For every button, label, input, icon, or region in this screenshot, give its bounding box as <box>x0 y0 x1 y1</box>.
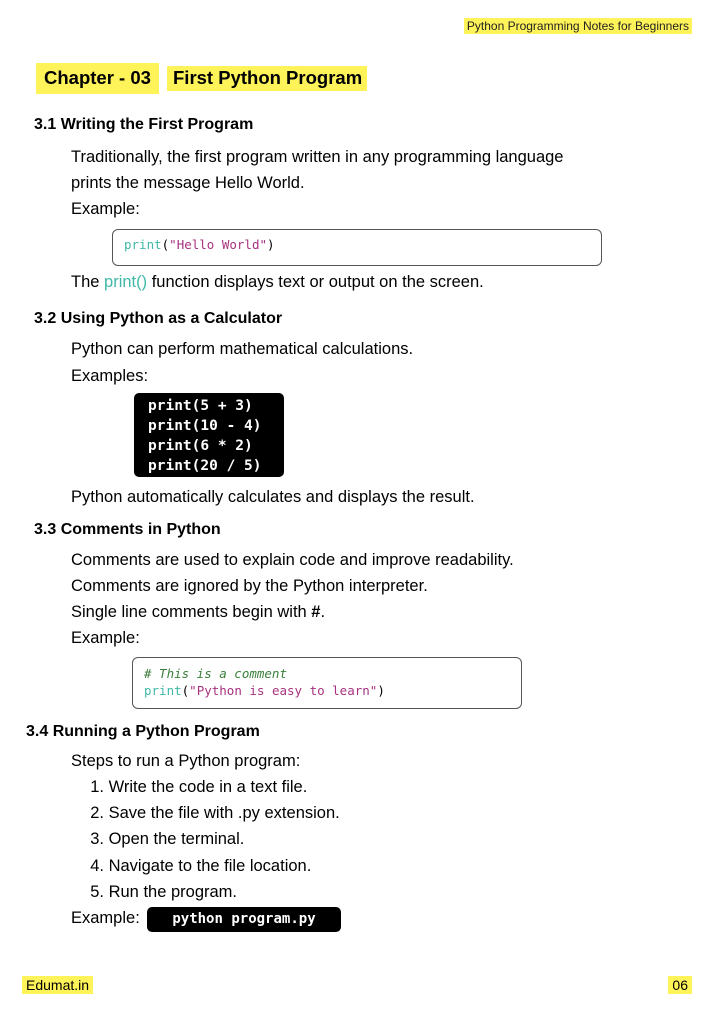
step-text: Open the terminal. <box>108 830 245 849</box>
s3-line3 <box>71 599 325 625</box>
code-paren-close: ) <box>377 683 385 698</box>
list-item <box>86 826 340 852</box>
s1-line2: prints the message Hello World. <box>71 174 305 192</box>
code-print-line <box>144 682 521 699</box>
code-block-comment <box>132 657 522 709</box>
step-text: Run the program. <box>108 882 237 901</box>
code-paren-open: ( <box>181 683 190 698</box>
section-heading-3-3: 3.3 Comments in Python <box>34 521 221 538</box>
page-number: 06 <box>668 976 692 994</box>
s2-result: Python automatically calculates and displays the result. <box>71 488 475 506</box>
step-number: 1. <box>90 778 104 796</box>
code-line: print(5 + 3) <box>148 398 253 414</box>
list-item <box>86 774 340 800</box>
s3-line1: Comments are used to explain code and improve readability. <box>71 551 514 569</box>
code-block-hello-world <box>112 229 602 266</box>
code-line: print(6 * 2) <box>148 438 253 454</box>
code-line: print(10 - 4) <box>148 418 262 434</box>
step-number: 5. <box>90 882 104 901</box>
section-heading-3-2: 3.2 Using Python as a Calculator <box>34 310 283 327</box>
list-item <box>86 800 340 826</box>
s1-after-post: function displays text or output on the screen. <box>147 273 484 291</box>
s4-intro: Steps to run a Python program: <box>71 752 301 770</box>
print-function-highlight: print() <box>104 273 148 291</box>
chapter-label: Chapter - 03 <box>36 63 159 94</box>
s3-example-label: Example: <box>71 629 140 647</box>
s1-line1: Traditionally, the first program written in any programming language <box>71 148 564 166</box>
s3-line2: Comments are ignored by the Python interpreter. <box>71 577 428 595</box>
hash-symbol: # <box>311 603 321 621</box>
s4-example-label: Example: <box>71 909 140 927</box>
s3-line3-pre: Single line comments begin with <box>71 603 312 621</box>
step-number: 3. <box>90 830 104 849</box>
code-line: print(20 / 5) <box>148 458 262 474</box>
list-item <box>86 853 340 879</box>
code-paren-close: ) <box>267 237 275 252</box>
code-function: print <box>124 237 162 252</box>
code-function: print <box>144 683 182 698</box>
code-comment-line: # This is a comment <box>144 666 287 681</box>
step-number: 4. <box>90 856 104 875</box>
step-number: 2. <box>90 804 104 823</box>
step-text: Write the code in a text file. <box>108 778 308 796</box>
terminal-command: python program.py <box>147 907 341 932</box>
s1-print-description <box>71 269 484 295</box>
footer-site: Edumat.in <box>22 976 93 994</box>
s1-example-label: Example: <box>71 200 140 218</box>
code-string: "Python is easy to learn" <box>189 683 378 698</box>
s3-line3-post: . <box>320 603 326 621</box>
section-heading-3-1: 3.1 Writing the First Program <box>34 116 254 133</box>
code-string: "Hello World" <box>169 237 268 252</box>
step-text: Save the file with .py extension. <box>108 804 340 823</box>
s1-after-pre: The <box>71 273 105 291</box>
step-text: Navigate to the file location. <box>108 856 312 875</box>
steps-list <box>86 774 340 905</box>
s2-examples-label: Examples: <box>71 367 149 385</box>
list-item <box>86 879 340 905</box>
header-note: Python Programming Notes for Beginners <box>464 18 692 34</box>
section-heading-3-4: 3.4 Running a Python Program <box>26 723 260 740</box>
chapter-title: First Python Program <box>167 66 367 91</box>
s2-line1: Python can perform mathematical calculations. <box>71 340 414 358</box>
code-paren-open: ( <box>161 237 170 252</box>
code-block-calculator <box>134 393 284 477</box>
